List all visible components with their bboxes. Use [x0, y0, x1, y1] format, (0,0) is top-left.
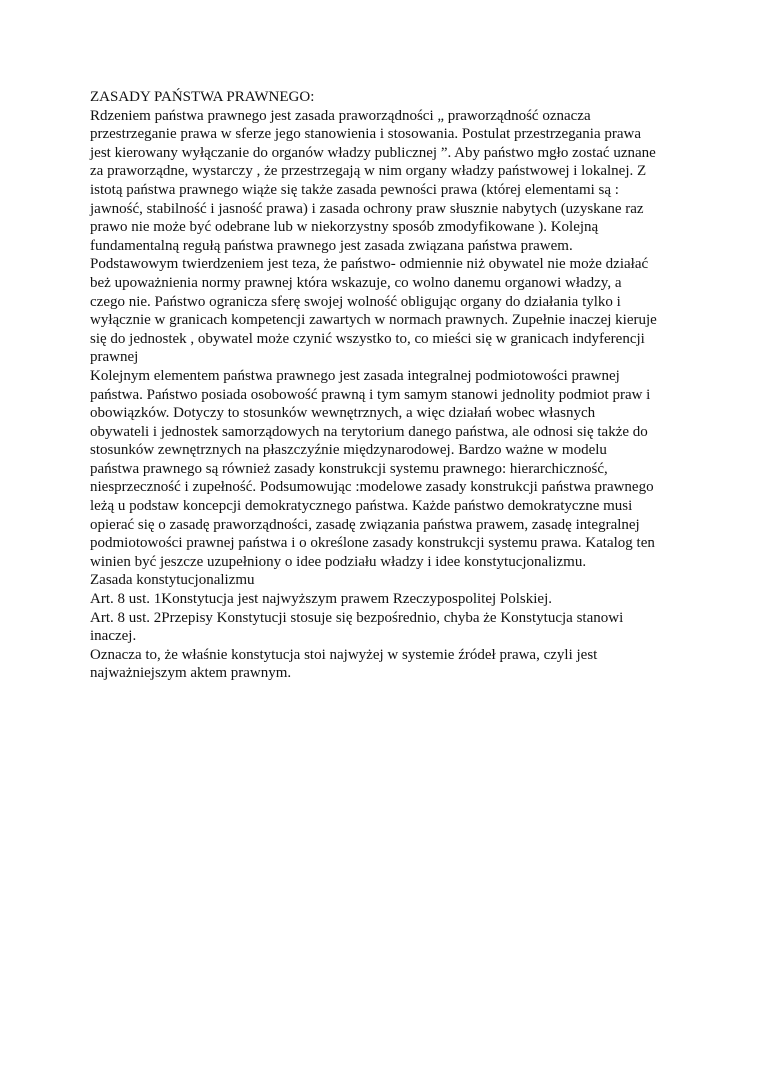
text-line: istotą państwa prawnego wiąże się także zasada pewności prawa (której elementami są : — [90, 181, 619, 198]
section-heading: Zasada konstytucjonalizmu — [90, 572, 255, 589]
text-line: fundamentalną regułą państwa prawnego jest zasada związana państwa prawem. — [90, 237, 573, 254]
document-title: ZASADY PAŃSTWA PRAWNEGO: — [90, 89, 315, 105]
text-line: beż upoważnienia normy prawnej która wskazuje, co wolno danemu organowi władzy, a — [90, 274, 622, 291]
text-line: niesprzeczność i zupełność. Podsumowując :modelowe zasady konstrukcji państwa prawnego — [90, 479, 654, 496]
text-line: opierać się o zasadę praworządności, zasadę związania państwa prawem, zasadę integralnej — [90, 516, 640, 533]
text-line: najważniejszym aktem prawnym. — [90, 665, 292, 682]
text-line: Rdzeniem państwa prawnego jest zasada praworządności „ praworządność oznacza — [90, 107, 591, 124]
text-line: prawo nie może być odebrane lub w niekorzystny sposób zmodyfikowane ). Kolejną — [90, 219, 599, 236]
text-line: Art. 8 ust. 1Konstytucja jest najwyższym prawem Rzeczypospolitej Polskiej. — [90, 591, 552, 608]
text-line: prawnej — [90, 349, 139, 366]
text-line: za praworządne, wystarczy , że przestrzegają w nim organy władzy państwowej i lokalnej. Z — [90, 163, 647, 180]
text-line: leżą u podstaw koncepcji demokratycznego państwa. Każde państwo demokratyczne musi — [90, 498, 633, 515]
text-line: Oznacza to, że właśnie konstytucja stoi najwyżej w systemie źródeł prawa, czyli jest — [90, 646, 598, 663]
text-line: jest kierowany wyłączanie do organów władzy publicznej ”. Aby państwo mgło zostać uznane — [90, 144, 656, 161]
document-body — [90, 88, 657, 683]
text-line: wyłącznie w granicach kompetencji zawartych w normach prawnych. Zupełnie inaczej kieruje — [90, 312, 657, 329]
text-line: jawność, stabilność i jasność prawa) i zasada ochrony praw słusznie nabytych (uzyskane raz — [90, 200, 644, 217]
text-line: podmiotowości prawnej państwa i o określone zasady konstrukcji systemu prawa. Katalog ten — [90, 535, 655, 552]
text-line: obowiązków. Dotyczy to stosunków wewnętrznych, a więc działań wobec własnych — [90, 405, 596, 422]
text-line: obywateli i jednostek samorządowych na terytorium danego państwa, ale odnosi się także do — [90, 423, 648, 440]
text-line: inaczej. — [90, 628, 137, 645]
text-line: Kolejnym elementem państwa prawnego jest zasada integralnej podmiotowości prawnej — [90, 367, 620, 384]
text-line: się do jednostek , obywatel może czynić wszystko to, co mieści się w granicach indyferencji — [90, 330, 645, 347]
text-line: Art. 8 ust. 2Przepisy Konstytucji stosuje się bezpośrednio, chyba że Konstytucja stanowi — [90, 609, 624, 626]
text-line: stosunków zewnętrznych na płaszczyźnie międzynarodowej. Bardzo ważne w modelu — [90, 442, 607, 459]
text-line: państwa prawnego są również zasady konstrukcji systemu prawnego: hierarchiczność, — [90, 460, 608, 477]
text-line: przestrzeganie prawa w sferze jego stanowienia i stosowania. Postulat przestrzegania prawa — [90, 126, 642, 143]
text-line: czego nie. Państwo ogranicza sferę swojej wolność obligując organy do działania tylko i — [90, 293, 621, 310]
text-line: państwa. Państwo posiada osobowość prawną i tym samym stanowi jednolity podmiot praw i — [90, 386, 651, 403]
text-line: Podstawowym twierdzeniem jest teza, że państwo- odmiennie niż obywatel nie może działać — [90, 256, 649, 273]
text-line: winien być jeszcze uzupełniony o idee podziału władzy i idee konstytucjonalizmu. — [90, 553, 587, 570]
